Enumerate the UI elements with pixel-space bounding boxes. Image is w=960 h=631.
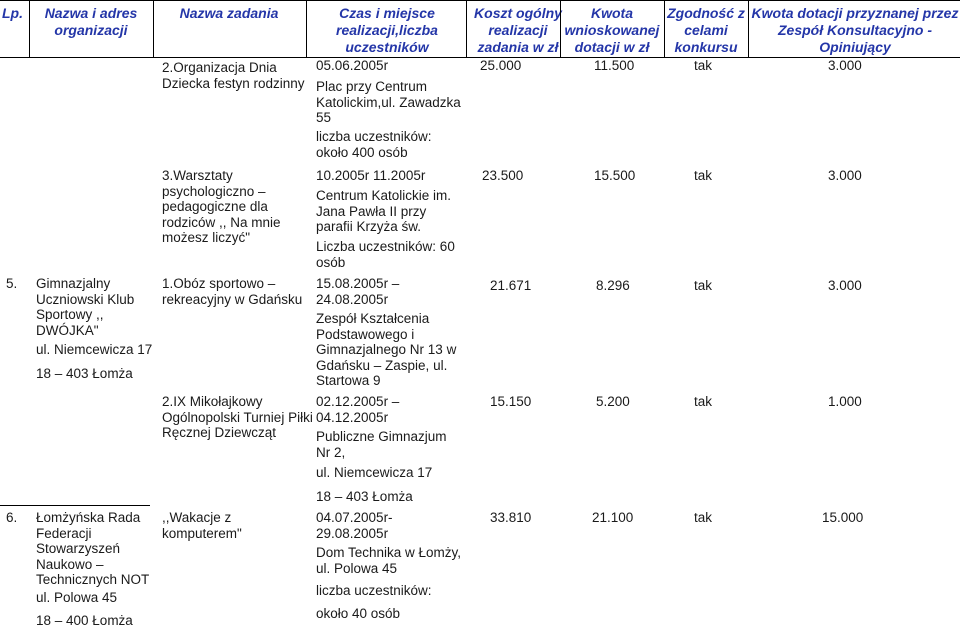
header-divider bbox=[664, 1, 665, 57]
task-postcode: 18 – 403 Łomża bbox=[316, 489, 413, 504]
task-participants-count: około 40 osób bbox=[316, 606, 401, 621]
task-address: ul. Niemcewicza 17 bbox=[316, 465, 433, 480]
granted-amount: 1.000 bbox=[828, 394, 862, 409]
header-divider bbox=[560, 1, 561, 57]
task-name: ,,Wakacje z komputerem" bbox=[162, 510, 242, 541]
header-lp: Lp. bbox=[2, 5, 23, 21]
task-date: 02.12.2005r – 04.12.2005r bbox=[316, 394, 400, 425]
header-organization: Nazwa i adres organizacji bbox=[44, 5, 138, 38]
header-requested-amount: Kwota wnioskowanej dotacji w zł bbox=[564, 5, 660, 55]
task-participants: liczba uczestników: około 400 osób bbox=[316, 129, 432, 160]
organization-address: ul. Polowa 45 bbox=[36, 590, 118, 605]
task-date: 15.08.2005r – 24.08.2005r bbox=[316, 276, 400, 307]
header-granted-amount: Kwota dotacji przyznanej przez Zespół Konsultacyjno - Opiniujący bbox=[751, 5, 959, 55]
header-divider bbox=[466, 1, 467, 57]
compliance-value: tak bbox=[694, 58, 713, 73]
granted-amount: 15.000 bbox=[822, 510, 864, 525]
task-name: 1.Obóz sportowo – rekreacyjny w Gdańsku bbox=[162, 276, 303, 307]
organization-name: Łomżyńska Rada Federacji Stowarzyszeń Naukowo – Technicznych NOT bbox=[36, 510, 150, 587]
requested-amount: 8.296 bbox=[596, 278, 630, 293]
header-time-place: Czas i miejsce realizacji,liczba uczestników bbox=[336, 5, 438, 55]
organization-postcode: 18 – 400 Łomża bbox=[36, 613, 133, 628]
task-participants: Liczba uczestników: 60 osób bbox=[316, 239, 455, 270]
granted-amount: 3.000 bbox=[828, 168, 862, 183]
total-cost: 21.671 bbox=[490, 278, 532, 293]
task-place: Dom Technika w Łomży, ul. Polowa 45 bbox=[316, 545, 462, 576]
granted-amount: 3.000 bbox=[828, 58, 862, 73]
task-name: 3.Warsztaty psychologiczno – pedagogiczne dla rodziców ,, Na mnie możesz liczyć" bbox=[162, 168, 281, 245]
organization-address: ul. Niemcewicza 17 bbox=[36, 342, 153, 357]
task-name: 2.Organizacja Dnia Dziecka festyn rodzinny bbox=[162, 60, 305, 91]
task-place: Publiczne Gimnazjum Nr 2, bbox=[316, 429, 447, 460]
task-name: 2.IX Mikołajkowy Ogólnopolski Turniej Piłki Ręcznej Dziewcząt bbox=[162, 394, 313, 440]
requested-amount: 21.100 bbox=[592, 510, 634, 525]
compliance-value: tak bbox=[694, 394, 713, 409]
task-place: Plac przy Centrum Katolickim,ul. Zawadzka 55 bbox=[316, 79, 461, 125]
table-header bbox=[0, 0, 960, 58]
task-date: 05.06.2005r bbox=[316, 58, 389, 73]
task-place: Centrum Katolickie im. Jana Pawła II przy parafii Krzyża św. bbox=[316, 188, 452, 234]
header-divider bbox=[748, 1, 749, 57]
task-participants-label: liczba uczestników: bbox=[316, 583, 432, 598]
header-divider bbox=[306, 1, 307, 57]
compliance-value: tak bbox=[694, 510, 713, 525]
header-divider bbox=[29, 1, 30, 57]
header-total-cost: Koszt ogólny realizacji zadania w zł bbox=[474, 5, 562, 55]
task-date: 04.07.2005r- 29.08.2005r bbox=[316, 510, 393, 541]
compliance-value: tak bbox=[694, 278, 713, 293]
header-divider bbox=[153, 1, 154, 57]
granted-amount: 3.000 bbox=[828, 278, 862, 293]
compliance-value: tak bbox=[694, 168, 713, 183]
total-cost: 23.500 bbox=[482, 168, 524, 183]
row-separator bbox=[0, 505, 150, 506]
row-number: 6. bbox=[6, 510, 18, 525]
total-cost: 33.810 bbox=[490, 510, 532, 525]
task-date: 10.2005r 11.2005r bbox=[316, 168, 426, 183]
requested-amount: 11.500 bbox=[594, 58, 635, 73]
task-place: Zespół Kształcenia Podstawowego i Gimnazjalnego Nr 13 w Gdańsku – Zaspie, ul. Startowa 9 bbox=[316, 311, 457, 388]
organization-name: Gimnazjalny Uczniowski Klub Sportowy ,, DWÓJKA" bbox=[36, 276, 135, 338]
header-task-name: Nazwa zadania bbox=[179, 5, 279, 21]
header-compliance: Zgodność z celami konkursu bbox=[667, 5, 745, 55]
total-cost: 25.000 bbox=[480, 58, 522, 73]
row-number: 5. bbox=[6, 276, 18, 291]
requested-amount: 5.200 bbox=[596, 394, 630, 409]
requested-amount: 15.500 bbox=[594, 168, 636, 183]
total-cost: 15.150 bbox=[490, 394, 532, 409]
organization-postcode: 18 – 403 Łomża bbox=[36, 366, 133, 381]
